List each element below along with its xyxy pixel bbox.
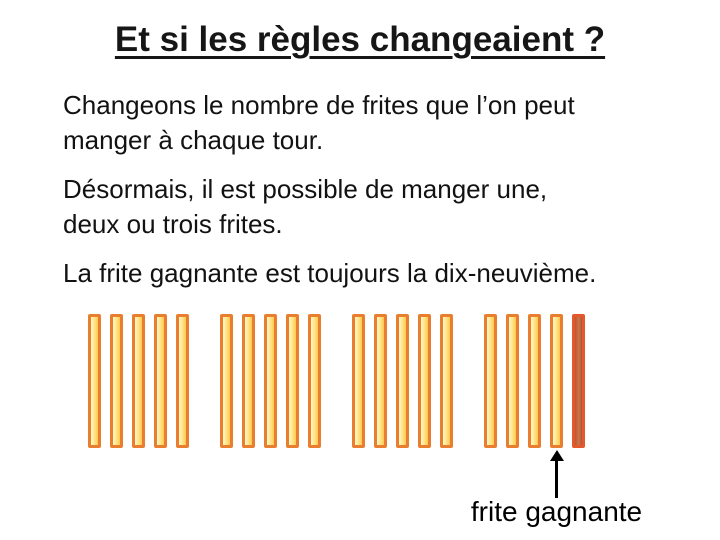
fry-bar (88, 314, 101, 448)
fry-group (484, 314, 585, 448)
fry-group (220, 314, 321, 448)
fry-bar (528, 314, 541, 448)
fry-bar (352, 314, 365, 448)
winning-fry-label: frite gagnante (470, 496, 643, 527)
fry-bar (242, 314, 255, 448)
winning-fry-bar (550, 314, 563, 448)
fry-bar (374, 314, 387, 448)
fry-bar (484, 314, 497, 448)
up-arrow-head (550, 450, 564, 461)
up-arrow-shaft (555, 461, 558, 498)
paragraph-winning-fry: La frite gagnante est toujours la dix-neuvième. (63, 258, 597, 288)
fry-bar (286, 314, 299, 448)
fry-bar (132, 314, 145, 448)
up-arrow-icon (550, 450, 564, 498)
fry-bar (220, 314, 233, 448)
fry-bar (506, 314, 519, 448)
fry-bar (440, 314, 453, 448)
fry-bar (396, 314, 409, 448)
fry-bar (176, 314, 189, 448)
fry-group (88, 314, 189, 448)
fry-bar (264, 314, 277, 448)
fry-bar (418, 314, 431, 448)
paragraph-new-rule: Désormais, il est possible de manger une, deux ou trois frites. (63, 174, 548, 239)
fry-group (352, 314, 453, 448)
fry-bar (110, 314, 123, 448)
fries-diagram (88, 314, 585, 448)
dark-fry-bar (572, 314, 585, 448)
slide-body-text (63, 88, 608, 305)
paragraph-rule-change: Changeons le nombre de frites que l’on peut manger à chaque tour. (63, 90, 575, 155)
fry-bar (308, 314, 321, 448)
fry-bar (154, 314, 167, 448)
page-title: Et si les règles changeaient ? (114, 20, 606, 59)
